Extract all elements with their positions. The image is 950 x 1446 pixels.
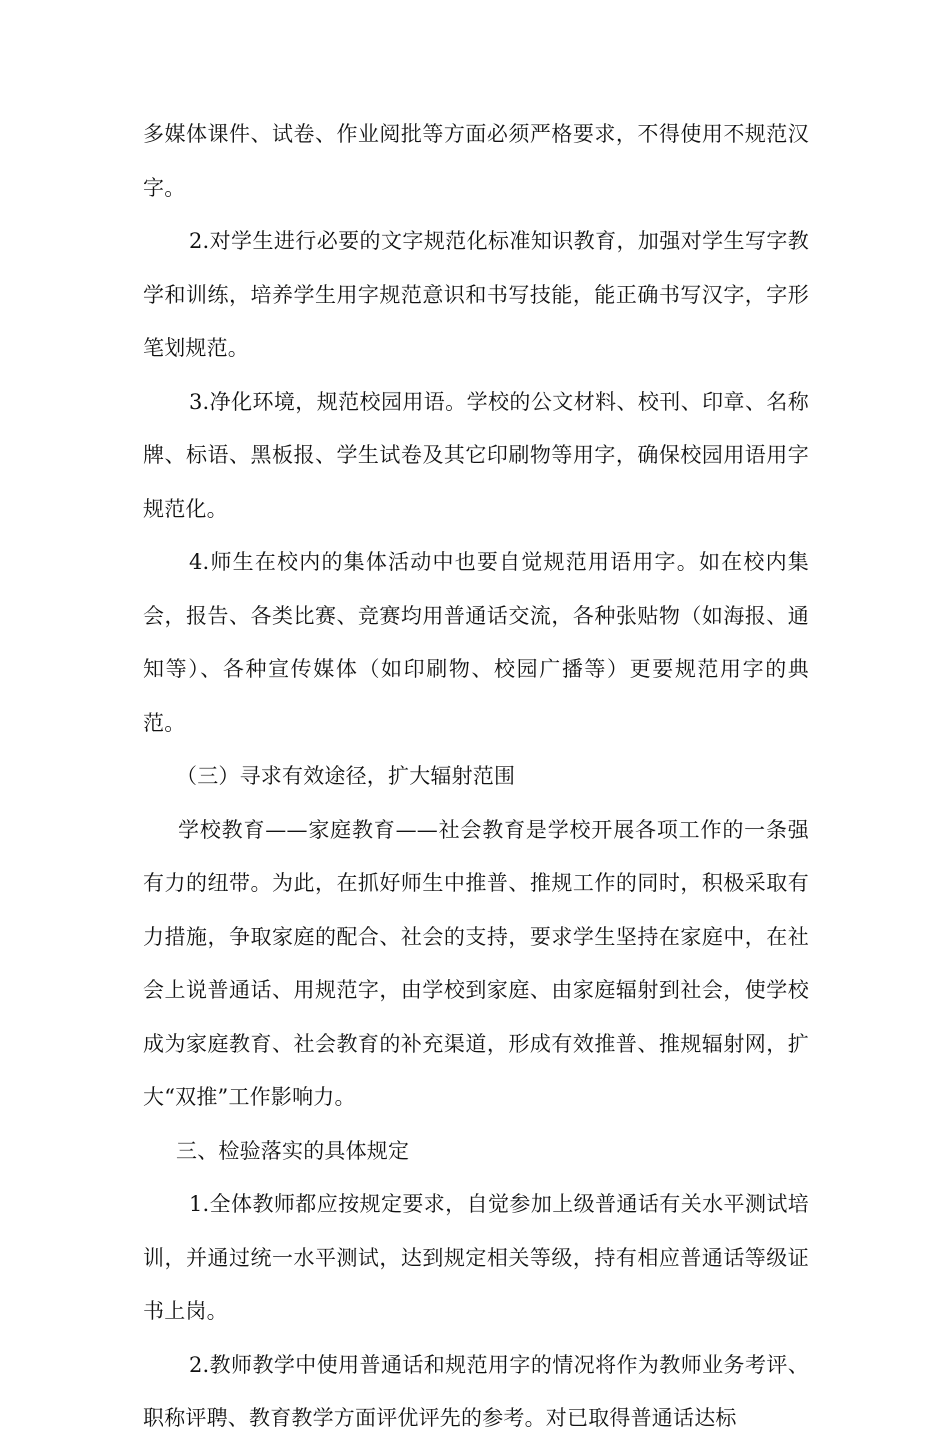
paragraph-family-education: 学校教育——家庭教育——社会教育是学校开展各项工作的一条强有力的纽带。为此，在抓好师生中推普、推规工作的同时，积极采取有力措施，争取家庭的配合、社会的支持，要求学生坚持在家庭中，在社会上说普通话、用规范字，由学校到家庭、由家庭辐射到社会，使学校成为家庭教育、社会教育的补充渠道，形成有效推普、推规辐射网，扩大“双推”工作影响力。 [143,817,809,1109]
paragraph-continuation: 多媒体课件、试卷、作业阅批等方面必须严格要求，不得使用不规范汉字。 [143,122,809,200]
paragraph-rule-2: 2.教师教学中使用普通话和规范用字的情况将作为教师业务考评、职称评聘、教育教学方面评优评先的参考。对已取得普通话达标 [143,1352,809,1430]
paragraph-rule-1: 1.全体教师都应按规定要求，自觉参加上级普通话有关水平测试培训，并通过统一水平测试，达到规定相关等级，持有相应普通话等级证书上岗。 [143,1192,809,1323]
paragraph-item-2: 2.对学生进行必要的文字规范化标准知识教育，加强对学生写字教学和训练，培养学生用字规范意识和书写技能，能正确书写汉字，字形笔划规范。 [143,229,809,360]
paragraph-item-4: 4.师生在校内的集体活动中也要自觉规范用语用字。如在校内集会，报告、各类比赛、竞赛均用普通话交流，各种张贴物（如海报、通知等）、各种宣传媒体（如印刷物、校园广播等）更要规范用字的典范。 [143,550,809,735]
paragraph-item-3: 3.净化环境，规范校园用语。学校的公文材料、校刊、印章、名称牌、标语、黑板报、学生试卷及其它印刷物等用字，确保校园用语用字规范化。 [143,389,809,521]
document-body [143,108,809,1446]
section-heading-3: （三）寻求有效途径，扩大辐射范围 [176,764,516,788]
section-heading-verification: 三、检验落实的具体规定 [176,1138,410,1163]
